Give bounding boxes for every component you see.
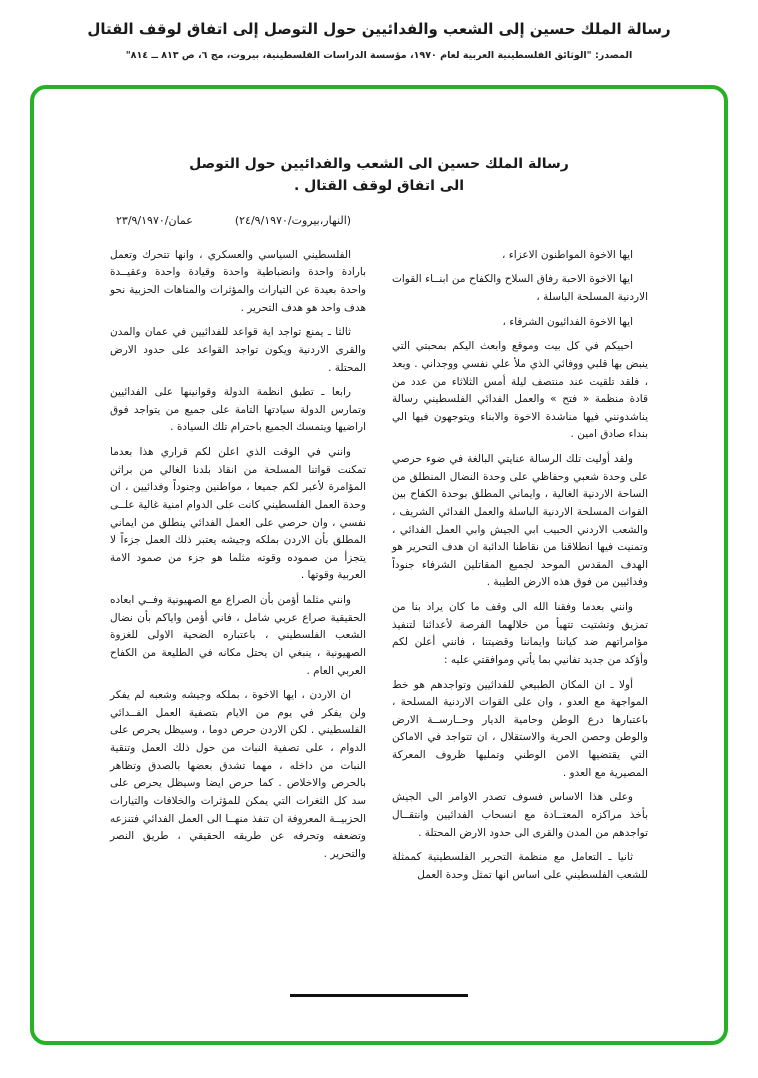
paragraph: ولقد أوليت تلك الرسالة عنايتي البالغة في ضوء حرصي على وحدة شعبي وحفاظي على وحدة النضال المنطلق من الساحة الاردنية الغالية ، وايماني المطلق بوحدة الكفاح بين القوات المسلحة الاردنية الباسلة والعمل الفدائي الشريف ، والشعب الاردني الحبيب ابي الجيش وابي العمل الفدائي ، وتمنيت فيها انطلاقنا من نقاطنا الدائبة ان هدف التحرير هو الهدف المقدس الموحد لجميع المقاتلين الشرفاء جنوداً وفدائيين من فوق هذه الارض الطيبة . (392, 453, 648, 589)
left-column (110, 247, 366, 892)
source-line: المصدر: "الوثائق الفلسطينية العربية لعام ١٩٧٠، مؤسسة الدراسات الفلسطينية، بيروت، مج ٦، ص ٨١٣ ــ ٨١٤" (125, 50, 633, 61)
paragraph: رابعا ـ تطبق انظمة الدولة وقوانينها على الفدائيين وتمارس الدولة سيادتها التامة على جميع من يتواجد فوق اراضيها ويتمسك الجميع باحترام تلك السيادة . (110, 386, 366, 434)
paragraph: ايها الاخوة المواطنون الاعزاء ، (502, 248, 633, 261)
document-title-line-1: رسالة الملك حسين الى الشعب والفدائيين حول التوصل (189, 156, 569, 172)
document-title (110, 153, 648, 198)
footer-rule (290, 994, 468, 997)
dateline (110, 214, 648, 227)
text-columns (110, 247, 648, 892)
paragraph: ان الاردن ، ايها الاخوة ، بملكه وجيشه وشعبه لم يفكر ولن يفكر في يوم من الايام بتصفية العمل الفــدائي الفلسطيني . لكن الاردن حرص دوما ، وسيظل يحرص على الدوام ، على تصفية النبات من حول ذلك العمل وتنقية النبات من داخله ، مهما تشدق بعضها بالصدق وتظاهر بالحرص والاخلاص . كما حرص ايضا وسيظل يحرص على سد كل الثغرات التي يمكن للمؤثرات والخلافات والتيارات الحزبيــة المعروفة ان تنفذ منهــا الى العمل الفدائي فتنزعه وتضعفه وتحرفه عن طريقه الحقيقي ، طريق النصر والتحرير . (110, 689, 366, 860)
paragraph: أولا ـ ان المكان الطبيعي للفدائيين وتواجدهم هو خط المواجهة مع العدو ، وان على القوات الاردنية المسلحة ، باعتبارها درع الوطن وحامية الديار وحــارســة الارض والوطن وحصن الحرية والاستقلال ، ان تتواجد في الاماكن التي يقتضيها الامن الوطني وتمليها ظروف المعركة المصيرية مع العدو . (392, 678, 648, 779)
dateline-place: عمان/٢٣/٩/١٩٧٠ (116, 213, 193, 227)
document-title-line-2: الى اتفاق لوقف القتال . (293, 178, 465, 195)
paragraph: ثالثا ـ يمنع تواجد اية قواعد للفدائيين في عمان والمدن والقرى الاردنية ويكون تواجد القواعد على حدود الارض المحتلة . (110, 326, 366, 374)
paragraph: ايها الاخوة الاحبة رفاق السلاح والكفاح من ابنــاء القوات الاردنية المسلحة الباسلة ، (392, 273, 648, 304)
right-column (392, 247, 648, 892)
dateline-newspaper: (النهار،بيروت/٢٤/٩/١٩٧٠) (234, 213, 352, 227)
paragraph: وانني في الوقت الذي اعلن لكم قراري هذا بعدما تمكنت قواتنا المسلحة من انقاذ بلدنا الغالي من براثن المؤامرة لأعبر لكم جميعا ، مواطنين وجنوداً وفدائيين ، ان وحدة العمل الفلسطيني كانت على الدوام امنية غالية علــى نفسي ، وان حرصي على العمل الفدائي ينطلق من ايماني المطلق بأن الاردن بملكه وجيشه يعتبر ذلك العمل جزءاً لا يتجزأ من صموده وقوته مثلما هو جزء من صمود الامة العربية وقوتها . (110, 446, 366, 582)
paragraph: الفلسطيني السياسي والعسكري ، وانها تتحرك وتعمل بارادة واحدة وانضباطية واحدة وقيادة واحدة وعقيــدة واحدة بعيدة عن التيارات والمؤثرات والمناهات الحزبية نحو هدف واحد هو هدف التحرير . (110, 248, 366, 314)
paragraph: وعلى هذا الاساس فسوف تصدر الاوامر الى الجيش بأخذ مراكزه المعتــادة مع انسحاب الفدائيين وانتقــال تواجدهم من المدن والقرى الى حدود الارض المحتلة . (392, 791, 648, 839)
paragraph: وانني مثلما أؤمن بأن الصراع مع الصهيونية وفــي ابعاده الحقيقية صراع عربي شامل ، فاني أؤمن واياكم بأن نضال الشعب الفلسطيني ، باعتباره الضحية الاولى للغزوة الصهيونية ، ينبغي ان يحتل مكانه في الطليعة من الكفاح العربي العام . (110, 594, 366, 677)
paragraph: وانني بعدما وفقنا الله الى وقف ما كان يراد بنا من تمزيق وتشتيت تتهيأ من خلالهما الفرصة لأعدائنا لتنفيذ مؤامراتهم ضد كياننا وايماننا وقضيتنا ، فانني أعلن لكم وأؤكد من جديد تفانيي بما يأتي وموافقتي عليه : (392, 601, 648, 666)
paragraph: ايها الاخوة الفدائيون الشرفاء ، (502, 315, 633, 328)
paragraph: احييكم في كل بيت وموقع وابعث اليكم بمحبتي التي ينبض بها قلبي ووفائي الذي ملأ علي نفسي ووجداني . وبعد ، فلقد تلقيت عند منتصف ليلة أمس الثلاثاء من عدد من قادة منظمة « فتح » والعمل الفدائي الفلسطيني رسالة يناشدونني فيها مناشدة الاخوة والابناء ويتوجهون فيها الي بنداء صادق امين . (392, 340, 648, 441)
green-frame (30, 85, 728, 1045)
paragraph: ثانيا ـ التعامل مع منظمة التحرير الفلسطينية كممثلة للشعب الفلسطيني على اساس انها تمثل وحدة العمل (392, 851, 648, 881)
scanned-page (34, 89, 724, 1041)
page-title: رسالة الملك حسين إلى الشعب والفدائيين حول التوصل إلى اتفاق لوقف القتال (87, 20, 671, 38)
outer-header (0, 0, 758, 61)
